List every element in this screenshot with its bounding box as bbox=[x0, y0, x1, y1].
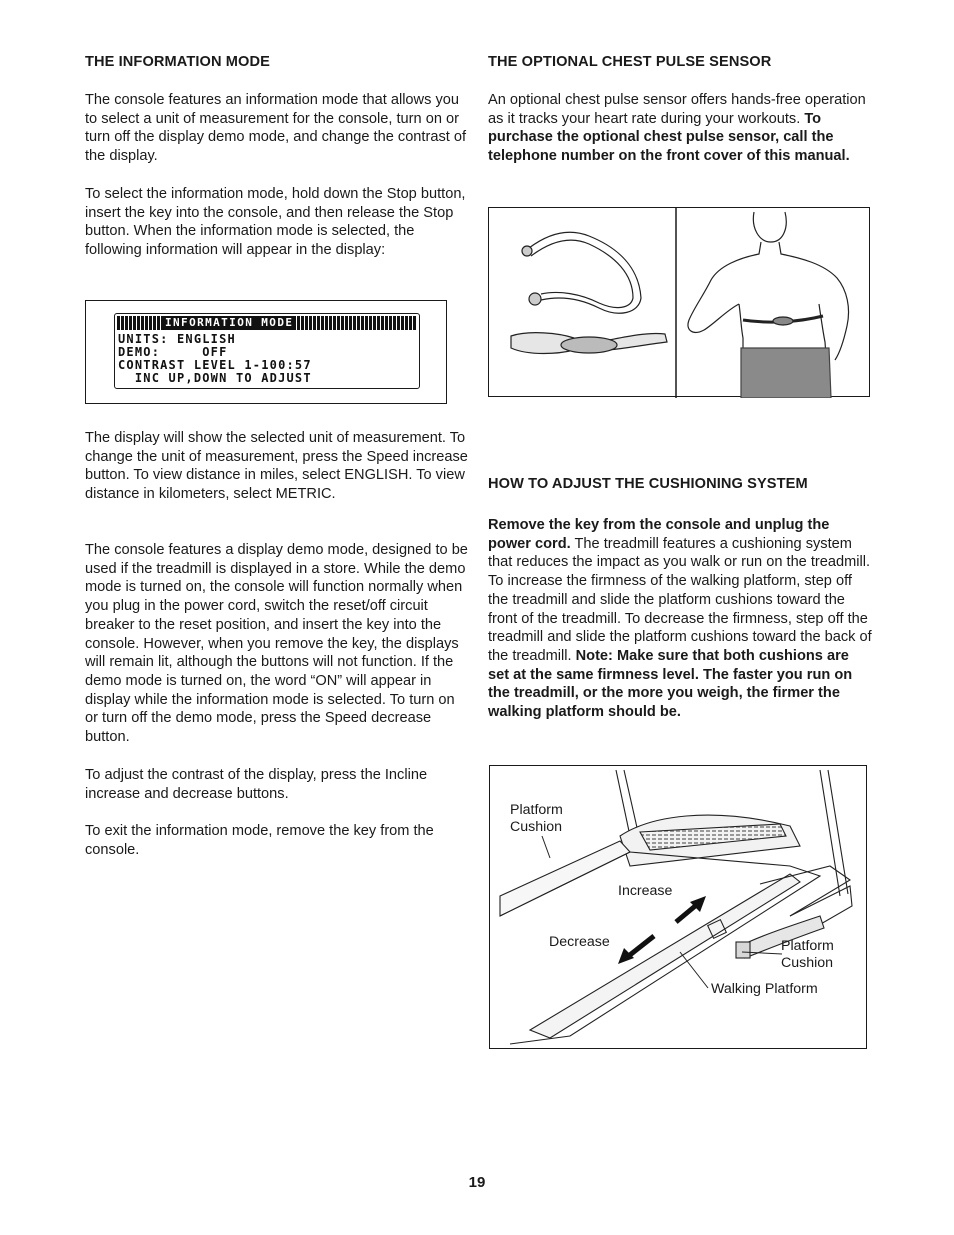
display-title-bar bbox=[117, 316, 417, 330]
exit-paragraph: To exit the information mode, remove the key from the console. bbox=[85, 823, 434, 858]
chest-sensor-figure bbox=[488, 207, 870, 397]
chest-sensor-bold: To purchase the optional chest pulse sensor, call the telephone number on the front cover of this manual. bbox=[488, 110, 850, 165]
chest-strap-icon bbox=[511, 232, 667, 353]
display-line-units: UNITS: ENGLISH bbox=[118, 332, 236, 346]
cushion-heading: HOW TO ADJUST THE CUSHIONING SYSTEM bbox=[488, 476, 808, 492]
cushion-bold-note: Note: Make sure that both cushions are set at the same firmness level. The faster you run on the treadmill, or the more you weigh, the firmer the walking platform should be. bbox=[488, 647, 853, 721]
information-mode-select: To select the information mode, hold down the Stop button, insert the key into the console, and then release the Stop button. When the information mode is selected, the following information will appear in the display: bbox=[85, 186, 466, 259]
label-decrease: Decrease bbox=[549, 934, 610, 950]
cushion-diagram-figure bbox=[489, 765, 867, 1049]
cushion-bold-warning: Remove the key from the console and unplug the power cord. bbox=[488, 517, 830, 552]
label-platform-cushion-left: Platform Cushion bbox=[510, 802, 563, 835]
units-paragraph: The display will show the selected unit of measurement. To change the unit of measurement, press the Speed increase button. To view distance in miles, select ENGLISH. To view distance in kilometers, select METRIC. bbox=[85, 430, 468, 503]
label-platform-cushion-right: Platform Cushion bbox=[781, 938, 834, 971]
demo-paragraph: The console features a display demo mode, designed to be used if the treadmill is displayed in a store. While the demo mode is turned on, the console will function normally when you plug in the power cord, switch the reset/off circuit breaker to the reset position, and insert the key into the console. However, when you remove the key, the displays will remain lit, although the buttons will not function. If the demo mode is turned on, the word “ON” will appear in display while the information mode is selected. To turn on or turn off the demo mode, press the Speed decrease button. bbox=[85, 542, 468, 746]
information-mode-heading: THE INFORMATION MODE bbox=[85, 54, 270, 70]
display-line-adjust: INC UP,DOWN TO ADJUST bbox=[118, 371, 312, 385]
cushion-paragraph bbox=[488, 516, 873, 722]
console-display-screen bbox=[114, 313, 420, 389]
contrast-paragraph: To adjust the contrast of the display, press the Incline increase and decrease buttons. bbox=[85, 767, 428, 802]
display-title: INFORMATION MODE bbox=[165, 316, 294, 329]
cushion-body-text: The treadmill features a cushioning system that reduces the impact as you walk or run on the treadmill. To increase the firmness of the walking platform, step off the treadmill and slide the platform cushions toward the front of the treadmill. To decrease the firmness, step off the treadmill and slide the platform cushions toward the back of the treadmill. bbox=[488, 535, 872, 664]
chest-sensor-paragraph bbox=[488, 91, 873, 166]
display-line-demo: DEMO: OFF bbox=[118, 345, 228, 359]
display-line-contrast: CONTRAST LEVEL 1-100:57 bbox=[118, 358, 312, 372]
page-number: 19 bbox=[468, 1174, 486, 1191]
information-mode-section bbox=[85, 52, 470, 72]
label-increase: Increase bbox=[618, 883, 673, 899]
increase-arrow-icon bbox=[676, 896, 706, 922]
person-wearing-sensor-icon bbox=[688, 212, 849, 398]
chest-sensor-illustration bbox=[489, 208, 871, 398]
information-mode-intro: The console features an information mode that allows you to select a unit of measurement for the console, turn on or turn off the display demo mode, and change the contrast of the display. bbox=[85, 92, 467, 165]
chest-sensor-heading: THE OPTIONAL CHEST PULSE SENSOR bbox=[488, 54, 772, 70]
console-display-figure bbox=[85, 300, 447, 404]
label-walking-platform: Walking Platform bbox=[711, 981, 818, 997]
chest-sensor-text: An optional chest pulse sensor offers hands-free operation as it tracks your heart rate during your workouts. bbox=[488, 92, 866, 127]
